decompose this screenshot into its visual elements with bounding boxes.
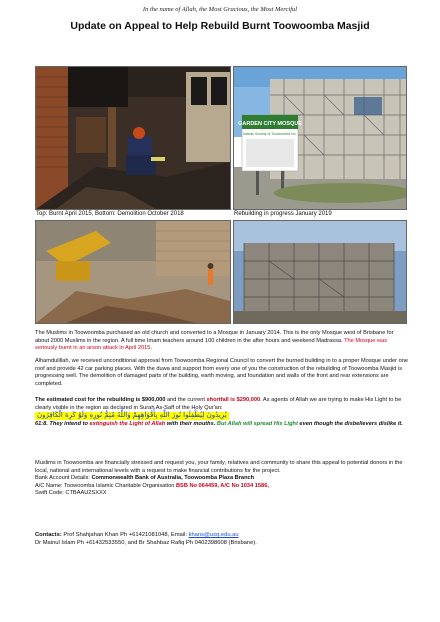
quran-verse-arabic: يُرِيدُونَ لِيُطْفِئُوا نُورَ اللَّهِ بِأَفْوَاهِهِمْ وَاللَّهُ مُتِمُّ نُورِهِ وَلَوْ كَرِهَ الْكَافِرُونَ [37,411,227,420]
cost-after: . As agents of Allah we are trying to make His Light to be clearly visible in the region as declared in Surah As-Saff of the Holy Qur'an: [35,397,402,411]
shortfall-amount: shortfall is $290,000 [206,397,261,403]
photo-burnt-interior [35,66,231,210]
bank-label-1: Bank Account Details: [35,475,92,482]
photo-demolition [35,220,231,324]
sign-title: GARDEN CITY MOSQUE [238,121,302,127]
appeal-text: Muslims in Toowoomba are financially stressed and request you, your family, relatives and community to share this appeal to potential donors in the local, national and international levels with a request to make financial contributions for the project. [35,460,403,474]
contacts-block [35,531,409,547]
contact-email-link[interactable]: khans@usq.edu.au [188,532,239,538]
verse-end: even though the disbelievers dislike it. [297,420,403,427]
verse-mid: with their mouths. [165,420,217,427]
sign-subtitle: Islamic Society of Toowoomba Inc. [243,132,297,136]
invocation-text: In the name of Allah, the Most Gracious, the Most Merciful [142,6,298,13]
photo-rebuild-scaffolding [233,66,407,210]
photo-caption-left: Top: Burnt April 2015, Bottom: Demolition October 2018 [36,211,184,217]
paragraph-appeal [35,460,409,498]
verse-green: But Allah will spread His Light [216,420,298,427]
photo-building-progress [233,220,407,324]
contacts-label: Contacts: [35,532,62,538]
contact-line-1: Prof Shahjahan Khan Ph +61421081048, Email: [61,532,189,538]
cost-mid: and the current [165,397,207,403]
estimated-cost: The estimated cost for the rebuilding is $900,000 [35,397,166,403]
verse-ref: 61:8. They intend to [35,420,90,427]
bank-account-number: BSB No 064459, A/C No 1034 1586, [175,482,269,489]
swift-code: Swift Code: CTBAAU2SXXX [35,490,107,497]
history-text: The Muslims in Toowoomba purchased an old church and converted to a Mosque in January 2014. This is the only Mosque west of Brisbane for about 2000 Muslims in the region. A full time Imam teachers around 100 children in the after hours and weekend Madrassa. [35,330,394,344]
paragraph-progress [35,358,409,388]
progress-text: Alhamdulillah, we received unconditional approval from Toowoomba Regional Council to convert the burned building in to a proper Mosque under one roof and provide 42 car parking places. With the duwa and support from every one of you the construction of the rebuilding of Toowoomba Masjid is progressing well. The demolition of damaged parts of the building, earth moving, and foundation and walls of the front and rear extensions are completed. [35,358,409,387]
contact-line-2: Dr Mainul Islam Ph +61432533550, and Br Shahbaz Rafiq Ph 0402398608 (Brisbane). [35,540,257,546]
verse-red: extinguish the Light of Allah [89,420,166,427]
paragraph-history [35,330,409,353]
paragraph-cost [35,397,409,428]
bank-label-2: A/C Name: Toowoomba Islamic Charitable Organisation [35,482,176,489]
page-title: Update on Appeal to Help Rebuild Burnt Toowoomba Masjid [70,20,370,32]
arson-note: The Mosque was seriously burnt in an arson attack in April 2015. [35,337,388,352]
bank-name: Commonwealth Bank of Australia, Toowoomba Plaza Branch [91,475,255,482]
photo-caption-right: Rebuilding in progress January 2019 [234,211,332,217]
